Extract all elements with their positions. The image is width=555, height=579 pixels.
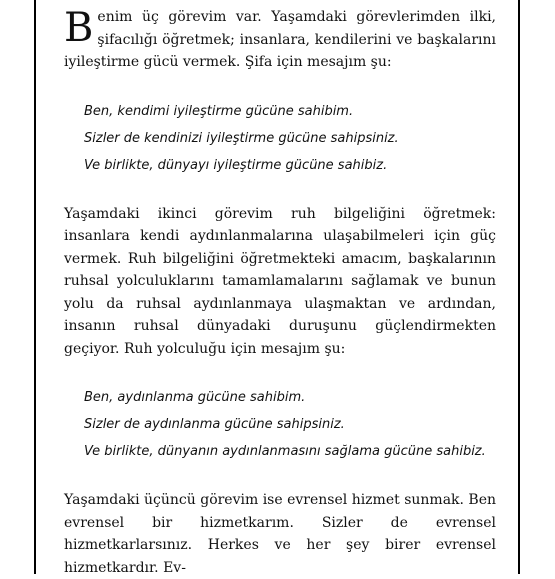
paragraph-3: Yaşamdaki üçüncü görevim ise evrensel hizmet sunmak. Ben evrensel bir hizmetkarım. Sizler de evrensel hizmetkarlarsınız. Herkes ve her şey birer evrensel hizmetkardır. Ev-	[64, 492, 497, 576]
paragraph-2: Yaşamdaki ikinci görevim ruh bilgeliğini öğretmek: insanlara kendi aydınlanmalarına ulaşabilmeleri için güç vermek. Ruh bilgeliğini öğretmekteki amacım, başkalarının ruhsal yolculuklarını tamamlamalarını sağlamak ve bunun yolu da ruhsal aydınlanmaya ulaşmaktan ve ardından, insanın ruhsal dünyadaki duruşunu güçlendirmekten geçiyor. Ruh yolculuğu için mesajım şu:	[64, 205, 496, 357]
document-page	[64, 6, 496, 579]
poem-line: Ben, aydınlanma gücüne sahibim.	[84, 390, 306, 405]
poem-line: Sizler de kendinizi iyileştirme gücüne sahipsiniz.	[84, 130, 399, 146]
paragraph-1	[64, 6, 496, 74]
drop-cap: B	[64, 5, 94, 51]
poem-line: Sizler de aydınlanma gücüne sahipsiniz.	[84, 417, 345, 432]
page-right-border	[518, 0, 520, 574]
healing-message	[84, 98, 496, 179]
enlightenment-message	[84, 384, 496, 465]
paragraph-1-text: enim üç görevim var. Yaşamdaki görevlerimden ilki, şifacılığı öğretmek; insanlara, kendilerini ve başkalarını iyileştirme gücü vermek. Şifa için mesajım şu:	[64, 9, 496, 70]
poem-line: Ve birlikte, dünyanın aydınlanmasını sağlama gücüne sahibiz.	[84, 444, 486, 459]
page-left-border	[34, 0, 36, 574]
poem-line: Ben, kendimi iyileştirme gücüne sahibim.	[84, 103, 354, 119]
poem-line: Ve birlikte, dünyayı iyileştirme gücüne sahibiz.	[84, 157, 388, 173]
